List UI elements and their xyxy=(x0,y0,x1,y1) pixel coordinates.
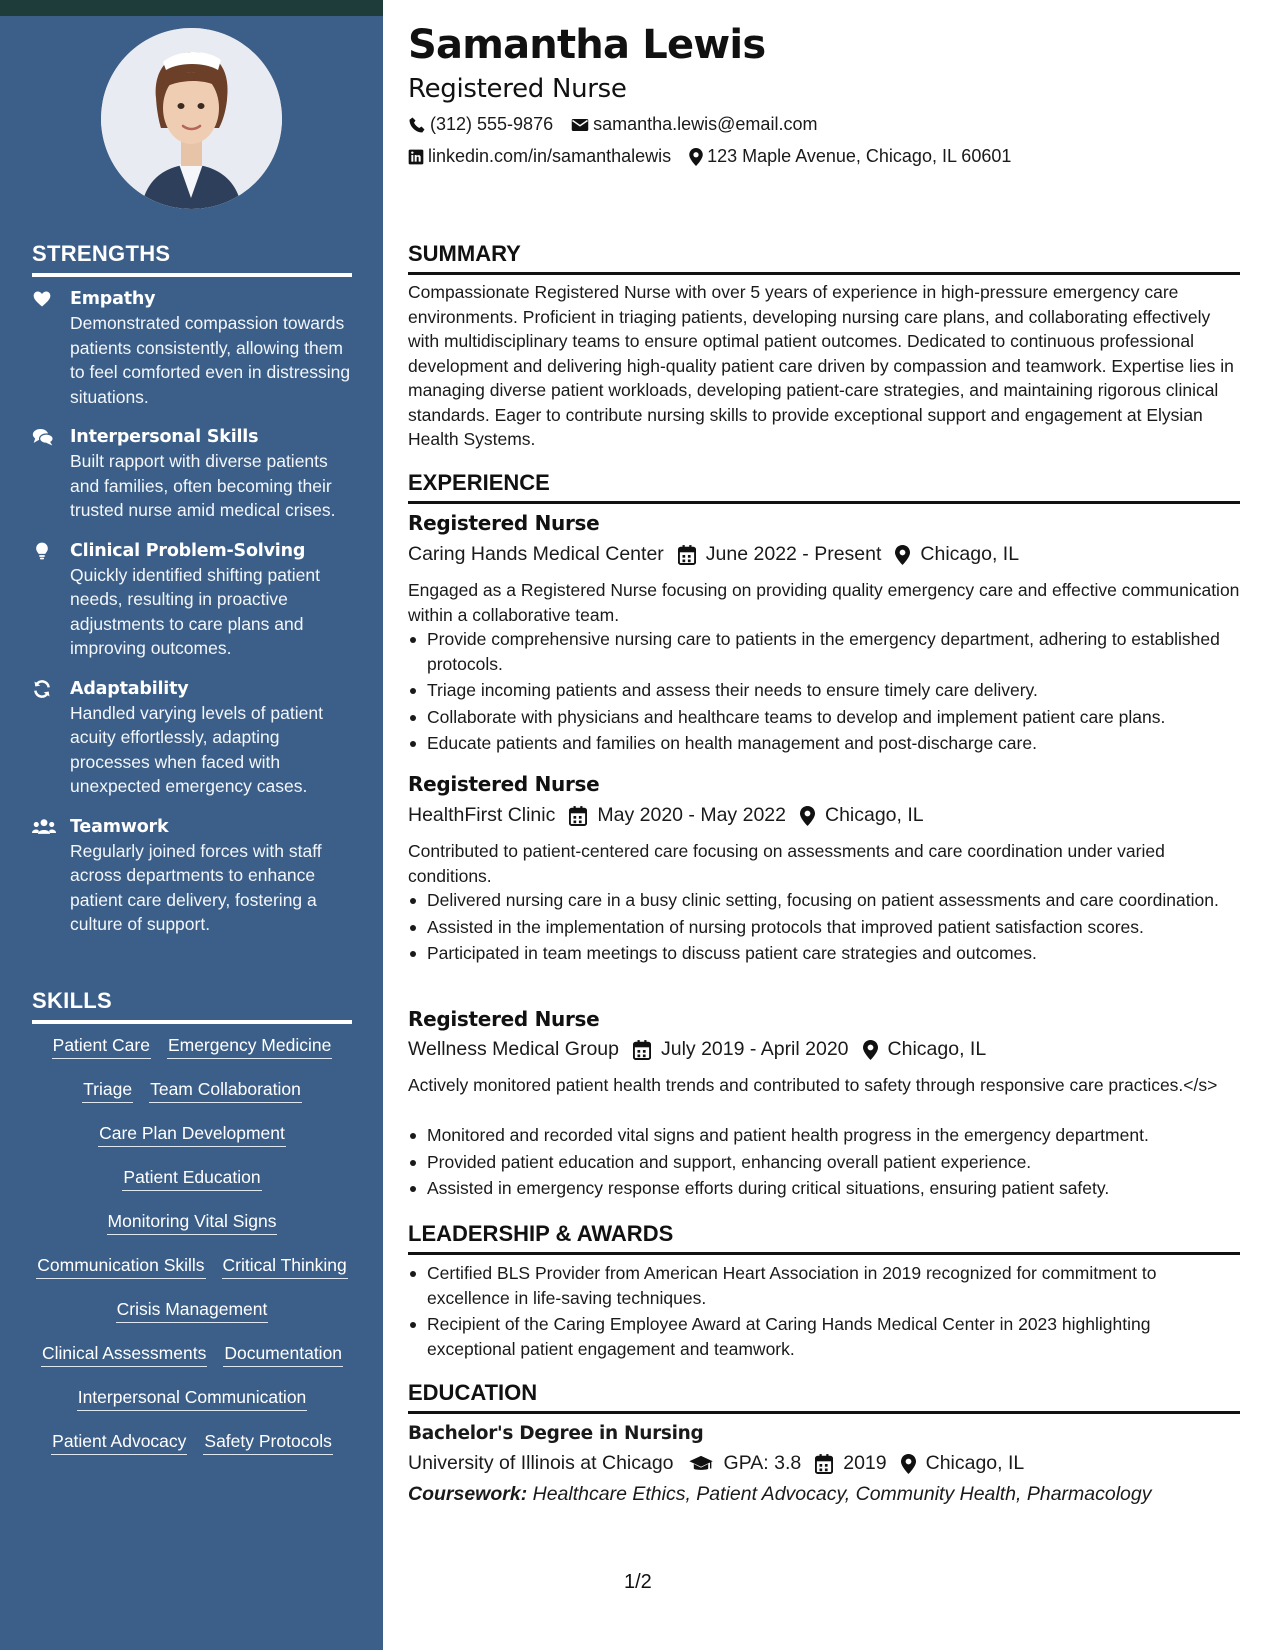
strength-item xyxy=(32,287,352,409)
graduation-cap-icon xyxy=(688,1455,714,1473)
strength-description: Built rapport with diverse patients and families, often becoming their trusted nurse amid medical crises. xyxy=(70,451,336,520)
job-dates xyxy=(569,804,786,827)
phone-text: (312) 555-9876 xyxy=(430,114,554,134)
strength-title: Adaptability xyxy=(70,678,189,699)
job-dates-text: June 2022 - Present xyxy=(705,543,882,565)
users-icon xyxy=(32,815,70,937)
calendar-icon xyxy=(815,1454,833,1474)
phone-icon xyxy=(408,116,426,134)
bullet-item: Delivered nursing care in a busy clinic setting, focusing on patient assessments and care coordination. xyxy=(408,888,1240,913)
candidate-name: Samantha Lewis xyxy=(408,22,766,68)
job-dates xyxy=(633,1038,849,1061)
map-marker-icon xyxy=(863,1040,878,1060)
bullet-item: Assisted in emergency response efforts during critical situations, ensuring patient safety. xyxy=(408,1176,1240,1201)
job-meta xyxy=(408,543,1033,566)
linkedin-text[interactable]: linkedin.com/in/samanthalewis xyxy=(428,146,672,166)
job-dates-text: May 2020 - May 2022 xyxy=(597,804,786,826)
map-marker-icon xyxy=(901,1454,916,1474)
bullet-item: Certified BLS Provider from American Heart Association in 2019 recognized for commitment to excellence in life-saving techniques. xyxy=(408,1261,1240,1310)
email-text[interactable]: samantha.lewis@email.com xyxy=(593,114,818,134)
skill-tag: Communication Skills xyxy=(36,1254,205,1279)
sidebar-top-bar xyxy=(0,0,383,16)
skill-tag: Clinical Assessments xyxy=(41,1342,207,1367)
bullet-item: Monitored and recorded vital signs and patient health progress in the emergency department. xyxy=(408,1123,1240,1148)
map-marker-icon xyxy=(689,148,703,166)
education-heading: EDUCATION xyxy=(408,1380,1240,1414)
job-location-text: Chicago, IL xyxy=(887,1038,987,1060)
education-degree: Bachelor's Degree in Nursing xyxy=(408,1423,704,1444)
skill-tag: Patient Education xyxy=(122,1166,261,1191)
page-number: 1/2 xyxy=(624,1571,652,1593)
heart-icon xyxy=(32,287,70,409)
education-location-text: Chicago, IL xyxy=(925,1452,1025,1474)
summary-text: Compassionate Registered Nurse with over 5 years of experience in high-pressure emergency care environments. Proficient in triaging patients, developing nursing care plans, and collaborating effectively with multidisciplinary teams to ensure optimal patient outcomes. Dedicated to continuous professional development and delivering high-quality patient care driven by compassion and teamwork. Expertise lies in managing diverse patient workloads, developing patient-care strategies, and maintaining rigorous clinical standards. Eager to contribute nursing skills to provide exceptional support and engagement at Elysian Health Systems. xyxy=(408,282,1234,449)
map-marker-icon xyxy=(800,806,815,826)
lightbulb-icon xyxy=(32,539,70,661)
skill-tag: Interpersonal Communication xyxy=(77,1386,308,1411)
strength-title: Teamwork xyxy=(70,816,169,837)
linkedin-icon xyxy=(408,149,424,165)
calendar-icon xyxy=(678,545,696,565)
year-text: 2019 xyxy=(843,1452,887,1474)
bullet-item: Educate patients and families on health management and post-discharge care. xyxy=(408,731,1240,756)
skill-tag: Critical Thinking xyxy=(222,1254,348,1279)
bullet-item: Recipient of the Caring Employee Award at Caring Hands Medical Center in 2023 highlighting exceptional patient engagement and teamwork. xyxy=(408,1312,1240,1361)
job-title: Registered Nurse xyxy=(408,1007,600,1031)
leadership-heading: LEADERSHIP & AWARDS xyxy=(408,1221,1240,1255)
job-bullets xyxy=(408,1123,1240,1203)
job-dates xyxy=(678,543,882,566)
strength-item xyxy=(32,539,352,661)
leadership-bullets xyxy=(408,1261,1240,1363)
skill-tag: Safety Protocols xyxy=(203,1430,332,1455)
contact-row xyxy=(408,114,835,135)
skill-tag: Team Collaboration xyxy=(149,1078,302,1103)
strength-item xyxy=(32,677,352,799)
contact-phone xyxy=(408,114,553,135)
education-gpa xyxy=(688,1452,802,1475)
strength-title: Interpersonal Skills xyxy=(70,427,259,447)
calendar-icon xyxy=(633,1040,651,1060)
strength-description: Handled varying levels of patient acuity effortlessly, adapting processes when faced with unexpected emergency cases. xyxy=(70,702,323,796)
skill-tag: Patient Advocacy xyxy=(51,1430,187,1455)
education-school: University of Illinois at Chicago xyxy=(408,1452,674,1474)
education-location xyxy=(901,1452,1025,1475)
job-location xyxy=(863,1038,987,1061)
address-text: 123 Maple Avenue, Chicago, IL 60601 xyxy=(707,146,1012,166)
job-title: Registered Nurse xyxy=(408,511,600,535)
bullet-item: Assisted in the implementation of nursing protocols that improved patient satisfaction scores. xyxy=(408,915,1240,940)
skill-tag: Patient Care xyxy=(52,1034,151,1059)
strength-description: Demonstrated compassion towards patients consistently, allowing them to feel comforted even in distressing situations. xyxy=(70,313,351,407)
job-company: Caring Hands Medical Center xyxy=(408,543,664,565)
sync-icon xyxy=(32,677,70,799)
job-company: HealthFirst Clinic xyxy=(408,804,556,826)
candidate-role: Registered Nurse xyxy=(408,74,627,104)
job-title: Registered Nurse xyxy=(408,772,600,796)
bullet-item: Collaborate with physicians and healthcare teams to develop and implement patient care plans. xyxy=(408,705,1240,730)
skill-tag: Crisis Management xyxy=(116,1298,269,1323)
map-marker-icon xyxy=(895,545,910,565)
contact-linkedin[interactable] xyxy=(408,146,671,167)
gpa-text: GPA: 3.8 xyxy=(723,1452,802,1474)
skills-list xyxy=(32,1034,352,1455)
coursework-label: Coursework: xyxy=(408,1483,528,1505)
skill-tag: Documentation xyxy=(223,1342,343,1367)
skill-tag: Emergency Medicine xyxy=(167,1034,332,1059)
strength-description: Regularly joined forces with staff across departments to enhance patient care delivery, fostering a culture of support. xyxy=(70,840,322,934)
strength-item xyxy=(32,425,352,523)
strength-title: Clinical Problem-Solving xyxy=(70,540,306,561)
job-company: Wellness Medical Group xyxy=(408,1038,619,1060)
calendar-icon xyxy=(569,806,587,826)
summary-heading: SUMMARY xyxy=(408,241,1240,275)
contact-email[interactable] xyxy=(571,114,817,135)
job-description: Contributed to patient-centered care focusing on assessments and care coordination under varied conditions. xyxy=(408,841,1165,886)
job-meta xyxy=(408,1038,1000,1061)
job-location-text: Chicago, IL xyxy=(824,804,924,826)
skill-tag: Monitoring Vital Signs xyxy=(107,1210,278,1235)
strength-title: Empathy xyxy=(70,289,156,309)
contact-address xyxy=(689,146,1011,167)
strength-description: Quickly identified shifting patient needs, resulting in proactive adjustments to care plans and improving outcomes. xyxy=(70,564,320,658)
envelope-icon xyxy=(571,117,589,133)
job-description: Engaged as a Registered Nurse focusing on providing quality emergency care and effective communication within a collaborative team. xyxy=(408,580,1240,625)
strengths-list xyxy=(32,287,352,953)
education-meta xyxy=(408,1452,1038,1475)
job-bullets xyxy=(408,627,1240,758)
sidebar xyxy=(0,0,383,1650)
strengths-heading: STRENGTHS xyxy=(32,241,352,277)
bullet-item: Provide comprehensive nursing care to patients in the emergency department, adhering to established protocols. xyxy=(408,627,1240,676)
skill-tag: Care Plan Development xyxy=(98,1122,286,1147)
strength-item xyxy=(32,815,352,937)
job-location xyxy=(895,543,1019,566)
job-location xyxy=(800,804,924,827)
contact-row xyxy=(408,146,1029,167)
bullet-item: Participated in team meetings to discuss patient care strategies and outcomes. xyxy=(408,941,1240,966)
job-location-text: Chicago, IL xyxy=(920,543,1020,565)
profile-photo xyxy=(101,28,282,209)
bullet-item: Triage incoming patients and assess their needs to ensure timely care delivery. xyxy=(408,678,1240,703)
comments-icon xyxy=(32,425,70,523)
coursework-text: Healthcare Ethics, Patient Advocacy, Community Health, Pharmacology xyxy=(532,1483,1152,1505)
job-bullets xyxy=(408,888,1240,968)
skills-heading: SKILLS xyxy=(32,988,352,1024)
skill-tag: Triage xyxy=(82,1078,133,1103)
education-year xyxy=(815,1452,886,1475)
job-meta xyxy=(408,804,938,827)
coursework xyxy=(408,1483,1151,1506)
job-dates-text: July 2019 - April 2020 xyxy=(660,1038,849,1060)
bullet-item: Provided patient education and support, enhancing overall patient experience. xyxy=(408,1150,1240,1175)
experience-heading: EXPERIENCE xyxy=(408,470,1240,504)
job-description: Actively monitored patient health trends and contributed to safety through responsive care practices.</s> xyxy=(408,1075,1218,1095)
